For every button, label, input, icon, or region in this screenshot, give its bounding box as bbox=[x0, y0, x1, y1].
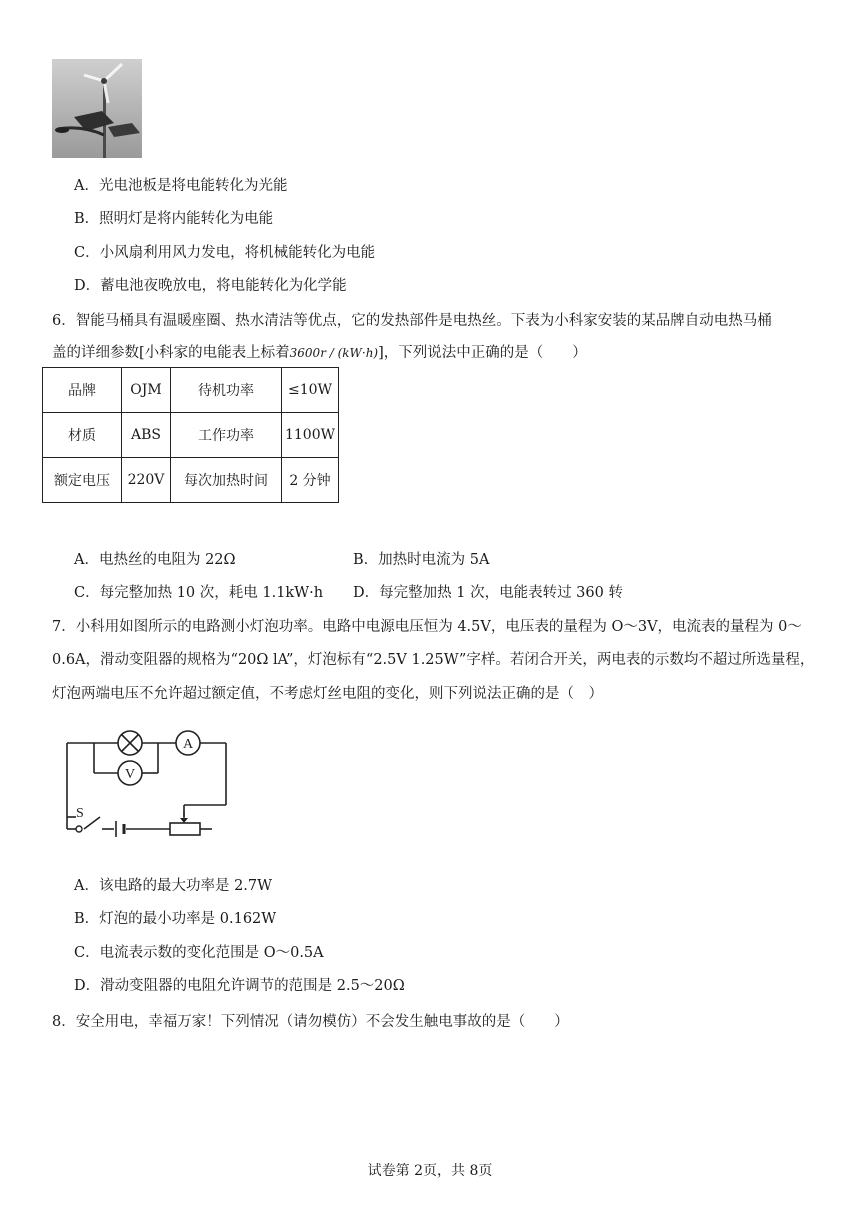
q6-option-d: D．每完整加热 1 次，电能表转过 360 转 bbox=[353, 585, 623, 601]
table-cell: 1100W bbox=[282, 413, 339, 458]
q6-stem-line1: 6．智能马桶具有温暖座圈、热水清洁等优点，它的发热部件是电热丝。下表为小科家安装的某品牌自动电热马桶 bbox=[52, 313, 772, 329]
q7-stem-line1: 7．小科用如图所示的电路测小灯泡功率。电路中电源电压恒为 4.5V，电压表的量程为 O～3V，电流表的量程为 0～ bbox=[52, 619, 802, 635]
table-row bbox=[43, 458, 339, 503]
table-cell: 额定电压 bbox=[43, 458, 122, 503]
q7-option-b: B．灯泡的最小功率是 0.162W bbox=[74, 911, 277, 927]
table-cell: 220V bbox=[122, 458, 171, 503]
q6-stem-text: 盖的详细参数[小科家的电能表上标着 bbox=[52, 345, 290, 361]
q7-stem-line3: 灯泡两端电压不允许超过额定值，不考虑灯丝电阻的变化，则下列说法正确的是（ ） bbox=[52, 686, 603, 702]
table-cell: 材质 bbox=[43, 413, 122, 458]
q5-option-c: C．小风扇利用风力发电，将机械能转化为电能 bbox=[74, 245, 376, 261]
meter-constant-formula: 3600r / (kW·h) bbox=[289, 346, 379, 360]
q6-stem-text-end: ]，下列说法中正确的是（ ） bbox=[378, 345, 587, 361]
rheostat-slider-arrow bbox=[180, 811, 188, 823]
circuit-diagram bbox=[62, 725, 242, 840]
table-cell: OJM bbox=[122, 368, 171, 413]
q5-option-d: D．蓄电池夜晚放电，将电能转化为化学能 bbox=[74, 278, 347, 294]
q7-stem-line2: 0.6A，滑动变阻器的规格为“20Ω lA”，灯泡标有“2.5V 1.25W”字样。若闭合开关，两电表的示数均不超过所选量程， bbox=[52, 652, 815, 668]
table-row bbox=[43, 368, 339, 413]
switch-symbol bbox=[76, 826, 82, 832]
bulb-symbol bbox=[118, 731, 142, 755]
table-cell: 待机功率 bbox=[171, 368, 282, 413]
ammeter-label: A bbox=[182, 737, 194, 752]
battery-symbol bbox=[116, 821, 124, 837]
q7-option-c: C．电流表示数的变化范围是 O～0.5A bbox=[74, 945, 324, 961]
toilet-spec-table bbox=[42, 367, 339, 503]
switch-label: S bbox=[76, 806, 84, 821]
table-cell: 工作功率 bbox=[171, 413, 282, 458]
q5-option-b: B．照明灯是将内能转化为电能 bbox=[74, 211, 274, 227]
table-cell: ≤10W bbox=[282, 368, 339, 413]
q7-option-d: D．滑动变阻器的电阻允许调节的范围是 2.5～20Ω bbox=[74, 978, 405, 994]
q6-stem-line2 bbox=[52, 341, 587, 362]
table-cell: 品牌 bbox=[43, 368, 122, 413]
table-cell: 2 分钟 bbox=[282, 458, 339, 503]
wind-solar-streetlight-photo bbox=[52, 59, 142, 158]
q6-option-c: C．每完整加热 10 次，耗电 1.1kW·h bbox=[74, 585, 324, 601]
q6-option-a: A．电热丝的电阻为 22Ω bbox=[74, 552, 236, 568]
q7-option-a: A．该电路的最大功率是 2.7W bbox=[74, 878, 273, 894]
q8-stem: 8．安全用电，幸福万家！下列情况（请勿模仿）不会发生触电事故的是（ ） bbox=[52, 1014, 569, 1030]
voltmeter-label: V bbox=[124, 767, 136, 782]
table-cell: ABS bbox=[122, 413, 171, 458]
table-row bbox=[43, 413, 339, 458]
page-footer: 试卷第 2页，共 8页 bbox=[367, 1163, 493, 1179]
table-cell: 每次加热时间 bbox=[171, 458, 282, 503]
q6-option-b: B．加热时电流为 5A bbox=[353, 552, 490, 568]
q5-option-a: A．光电池板是将电能转化为光能 bbox=[74, 178, 288, 194]
